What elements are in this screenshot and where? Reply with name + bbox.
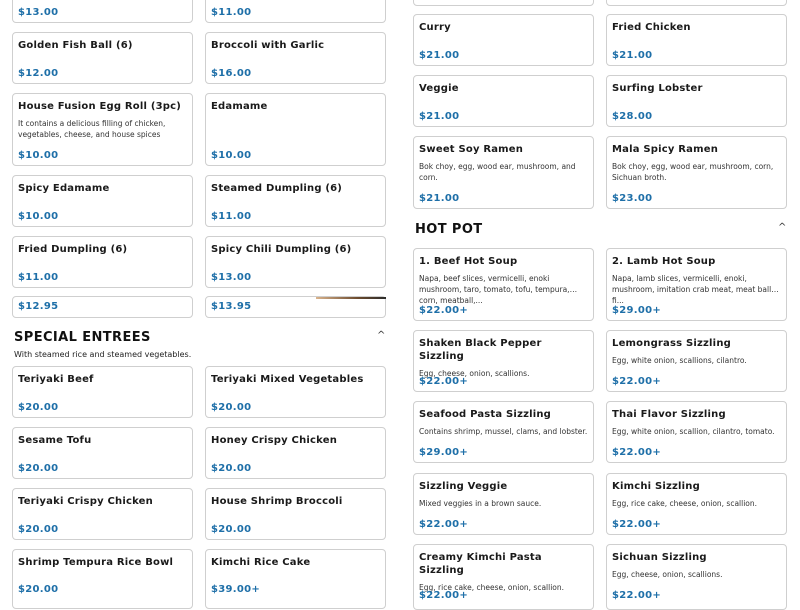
item-description: Napa, beef slices, vermicelli, enoki mushroom, taro, tomato, tofu, tempura, corn, meatball,...: [419, 274, 570, 305]
menu-item-card[interactable]: [205, 366, 386, 418]
item-name: Sweet Soy Ramen: [419, 144, 524, 155]
item-price: $20.00: [18, 584, 59, 595]
menu-item-card[interactable]: [413, 0, 594, 6]
item-price: $13.95: [211, 301, 252, 312]
menu-item-card[interactable]: [413, 544, 594, 610]
menu-item-card[interactable]: [413, 248, 594, 321]
section-title-special-entrees: SPECIAL ENTREES: [14, 330, 151, 345]
item-name: 2. Lamb Hot Soup: [612, 256, 716, 267]
menu-item-card[interactable]: [413, 330, 594, 392]
item-name: Fried Chicken: [612, 22, 691, 33]
menu-item-card[interactable]: [12, 93, 193, 166]
item-price: $22.00+: [612, 447, 662, 458]
item-price: $20.00: [211, 402, 252, 413]
item-name: Thai Flavor Sizzling: [612, 409, 726, 420]
item-name: Kimchi Rice Cake: [211, 557, 311, 568]
menu-item-card[interactable]: [12, 236, 193, 288]
menu-item-card[interactable]: [606, 75, 787, 127]
item-description: Egg, cheese, onion, scallions.: [419, 369, 530, 378]
item-description: Egg, white onion, scallions, cilantro.: [612, 356, 747, 365]
collapse-chevron-icon[interactable]: ^: [377, 330, 386, 341]
menu-item-card[interactable]: [606, 14, 787, 66]
menu-item-card[interactable]: [413, 401, 594, 463]
item-price: $10.00: [18, 150, 59, 161]
item-description: Napa, lamb slices, vermicelli, enoki, mushroom, imitation crab meat, meat ball, fi...: [612, 274, 774, 305]
item-name: Golden Fish Ball (6): [18, 40, 133, 51]
menu-item-card[interactable]: [12, 296, 193, 318]
menu-item-card[interactable]: [606, 330, 787, 392]
menu-item-card[interactable]: [12, 0, 193, 23]
item-price: $20.00: [211, 524, 252, 535]
item-price: $21.00: [419, 111, 460, 122]
item-price: $29.00+: [419, 447, 469, 458]
item-description: Egg, rice cake, cheese, onion, scallion.: [612, 499, 758, 508]
item-name: Spicy Chili Dumpling (6): [211, 244, 352, 255]
item-name: Sichuan Sizzling: [612, 552, 707, 563]
item-name: Spicy Edamame: [18, 183, 110, 194]
menu-item-card[interactable]: [606, 544, 787, 610]
menu-item-card[interactable]: [12, 488, 193, 540]
section-title-hot-pot: HOT POT: [415, 222, 483, 237]
item-name: 1. Beef Hot Soup: [419, 256, 518, 267]
item-name: Veggie: [419, 83, 459, 94]
item-price: $21.00: [419, 50, 460, 61]
item-description: Mixed veggies in a brown sauce.: [419, 499, 542, 508]
item-name: Kimchi Sizzling: [612, 481, 700, 492]
item-price: $10.00: [211, 150, 252, 161]
item-thumbnail: [316, 297, 386, 299]
item-price: $20.00: [18, 463, 59, 474]
menu-item-card[interactable]: [413, 473, 594, 535]
item-price: $29.00+: [612, 305, 662, 316]
item-name: Shaken Black Pepper Sizzling: [419, 338, 542, 362]
menu-item-card[interactable]: [205, 93, 386, 166]
item-name: Creamy Kimchi Pasta Sizzling: [419, 552, 542, 576]
item-description: It contains a delicious filling of chicken, vegetables, cheese, and house spices: [18, 119, 166, 139]
item-price: $11.00: [211, 211, 252, 222]
item-price: $11.00: [18, 272, 59, 283]
item-name: Curry: [419, 22, 451, 33]
item-price: $20.00: [18, 524, 59, 535]
item-name: Steamed Dumpling (6): [211, 183, 343, 194]
item-name: Teriyaki Beef: [18, 374, 94, 385]
menu-item-card[interactable]: [205, 236, 386, 288]
item-price: $28.00: [612, 111, 653, 122]
item-price: $10.00: [18, 211, 59, 222]
item-price: $22.00+: [419, 376, 469, 387]
item-price: $22.00+: [419, 305, 469, 316]
item-description: Bok choy, egg, wood ear, mushroom, corn, Sichuan broth.: [612, 162, 774, 182]
item-price: $22.00+: [612, 590, 662, 601]
menu-item-card[interactable]: [12, 32, 193, 84]
item-name: Sizzling Veggie: [419, 481, 508, 492]
menu-item-card[interactable]: [205, 0, 386, 23]
item-price: $13.00: [211, 272, 252, 283]
item-name: Surfing Lobster: [612, 83, 703, 94]
section-subtitle: With steamed rice and steamed vegetables.: [14, 350, 192, 359]
item-name: Edamame: [211, 101, 268, 112]
item-price: $22.00+: [612, 376, 662, 387]
menu-item-card[interactable]: [413, 14, 594, 66]
item-price: $22.00+: [419, 590, 469, 601]
item-name: Fried Dumpling (6): [18, 244, 128, 255]
item-price: $23.00: [612, 193, 653, 204]
item-name: Teriyaki Mixed Vegetables: [211, 374, 364, 385]
item-price: $21.00: [612, 50, 653, 61]
item-name: Teriyaki Crispy Chicken: [18, 496, 153, 507]
item-price: $13.00: [18, 7, 59, 18]
menu-item-card[interactable]: [413, 75, 594, 127]
menu-item-card[interactable]: [12, 549, 193, 609]
menu-item-card[interactable]: [205, 296, 386, 318]
item-price: $12.00: [18, 68, 59, 79]
item-description: Egg, white onion, scallion, cilantro, tomato.: [612, 427, 775, 436]
item-name: Shrimp Tempura Rice Bowl: [18, 557, 174, 568]
item-name: Lemongrass Sizzling: [612, 338, 731, 349]
menu-item-card[interactable]: [205, 549, 386, 609]
menu-item-card[interactable]: [205, 427, 386, 479]
item-price: $20.00: [18, 402, 59, 413]
item-name: House Fusion Egg Roll (3pc): [18, 101, 181, 112]
item-name: House Shrimp Broccoli: [211, 496, 343, 507]
menu-item-card[interactable]: [606, 0, 787, 6]
menu-item-card[interactable]: [12, 366, 193, 418]
item-description: Egg, cheese, onion, scallions.: [612, 570, 723, 579]
menu-item-card[interactable]: [12, 175, 193, 227]
menu-item-card[interactable]: [413, 136, 594, 209]
menu-item-card[interactable]: [606, 401, 787, 463]
item-name: Seafood Pasta Sizzling: [419, 409, 552, 420]
item-price: $21.00: [419, 193, 460, 204]
collapse-chevron-icon[interactable]: ^: [778, 222, 787, 233]
item-description: Contains shrimp, mussel, clams, and lobster.: [419, 427, 588, 436]
item-price: $20.00: [211, 463, 252, 474]
menu-item-card[interactable]: [205, 488, 386, 540]
item-price: $22.00+: [419, 519, 469, 530]
item-description: Egg, rice cake, cheese, onion, scallion.: [419, 583, 565, 592]
item-price: $16.00: [211, 68, 252, 79]
menu-item-card[interactable]: [12, 427, 193, 479]
menu-item-card[interactable]: [205, 32, 386, 84]
item-price: $12.95: [18, 301, 59, 312]
item-price: $39.00+: [211, 584, 261, 595]
item-name: Honey Crispy Chicken: [211, 435, 338, 446]
item-name: Broccoli with Garlic: [211, 40, 325, 51]
item-price: $22.00+: [612, 519, 662, 530]
menu-item-card[interactable]: [606, 136, 787, 209]
menu-item-card[interactable]: [606, 248, 787, 321]
menu-item-card[interactable]: [606, 473, 787, 535]
item-name: Mala Spicy Ramen: [612, 144, 719, 155]
item-description: Bok choy, egg, wood ear, mushroom, and corn.: [419, 162, 576, 182]
item-name: Sesame Tofu: [18, 435, 92, 446]
item-price: $11.00: [211, 7, 252, 18]
menu-item-card[interactable]: [205, 175, 386, 227]
